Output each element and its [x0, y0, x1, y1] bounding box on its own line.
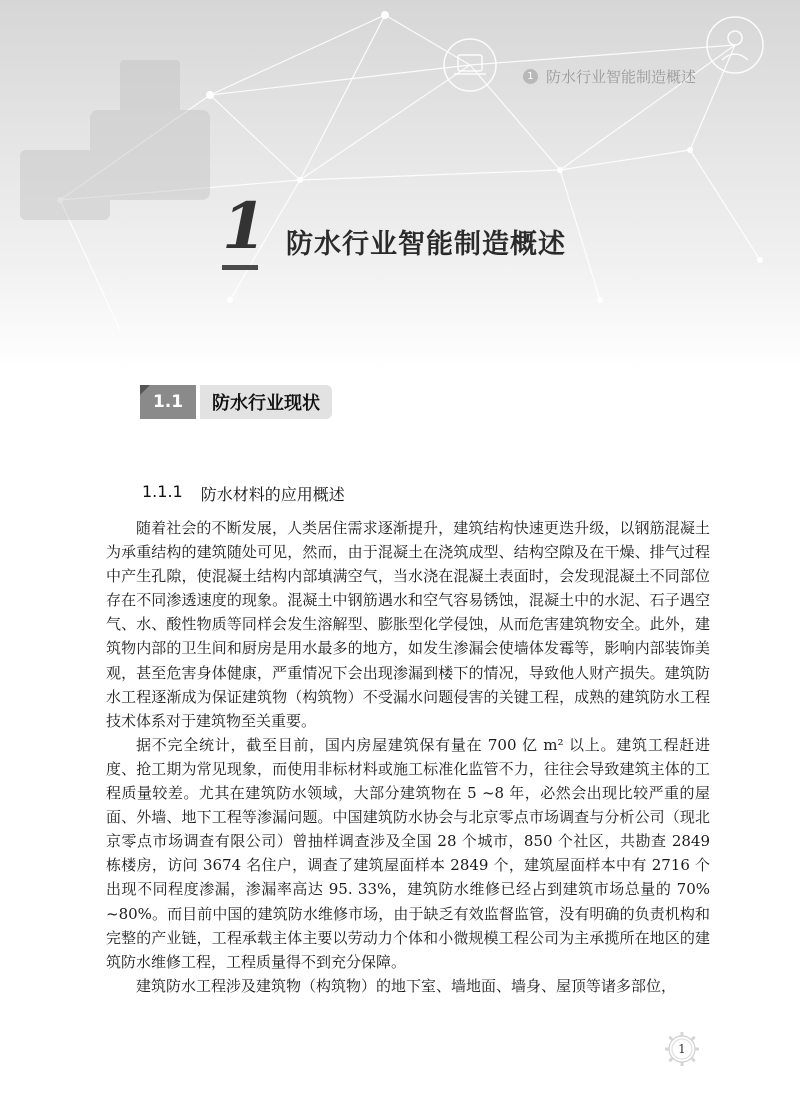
network-background-graphic — [0, 0, 800, 370]
chapter-number-underline — [222, 265, 258, 270]
page-number-badge — [664, 1031, 700, 1067]
paragraph: 随着社会的不断发展，人类居住需求逐渐提升，建筑结构快速更迭升级，以钢筋混凝土为承重结构的建筑随处可见，然而，由于混凝土在浇筑成型、结构空隙及在干燥、排气过程中产生孔隙，使混凝土结构内部填满空气，当水浇在混凝土表面时，会发现混凝土不同部位存在不同渗透速度的现象。混凝土中钢筋遇水和空气容易锈蚀，混凝土中的水泥、石子遇空气、水、酸性物质等同样会发生溶解型、膨胀型化学侵蚀，从而危害建筑物安全。此外，建筑物内部的卫生间和厨房是用水最多的地方，如发生渗漏会使墙体发霉等，影响内部装饰美观，甚至危害身体健康，严重情况下会出现渗漏到楼下的情况，导致他人财产损失。建筑防水工程逐渐成为保证建筑物（构筑物）不受漏水问题侵害的关键工程，成熟的建筑防水工程技术体系对于建筑物至关重要。 — [106, 519, 710, 730]
chapter-header-banner — [0, 0, 800, 370]
body-text — [106, 516, 710, 998]
subsection-title: 防水材料的应用概述 — [200, 485, 345, 504]
subsection-number: 1.1.1 — [142, 482, 183, 501]
section-title: 防水行业现状 — [200, 385, 332, 419]
running-header — [523, 66, 696, 87]
running-header-chapter-number: 1 — [523, 69, 538, 84]
paragraph: 建筑防水工程涉及建筑物（构筑物）的地下室、墙地面、墙身、屋顶等诸多部位， — [136, 976, 677, 995]
page-number: 1 — [678, 1042, 686, 1056]
subsection-heading — [142, 482, 345, 505]
section-number-corner — [140, 385, 150, 395]
paragraph: 据不完全统计，截至目前，国内房屋建筑保有量在 700 亿 m² 以上。建筑工程赶进度、抢工期为常见现象，而使用非标材料或施工标准化监管不力，往往会导致建筑主体的工程质量较差。尤其在建筑防水领域，大部分建筑物在 5 ~8 年，必然会出现比较严重的屋面、外墙、地下工程等渗漏问题。中国建筑防水协会与北京零点市场调查与分析公司（现北京零点市场调查有限公司）曾抽样调查涉及全国 28 个城市，850 个社区，共勘查 2849 栋楼房，访问 3674 名住户，调查了建筑屋面样本 2849 个，建筑屋面样本中有 2716 个出现不同程度渗漏，渗漏率高达 95. 33%，建筑防水维修已经占到建筑市场总量的 70% ~80%。而目前中国的建筑防水维修市场，由于缺乏有效监督监管，没有明确的负责机构和完整的产业链，工程承载主体主要以劳动力个体和小微规模工程公司为主承揽所在地区的建筑防水维修工程，工程质量得不到充分保障。 — [106, 735, 710, 971]
chapter-title: 防水行业智能制造概述 — [286, 229, 566, 260]
chapter-number: 1 — [222, 189, 267, 264]
section-heading — [140, 385, 332, 419]
section-number: 1.1 — [152, 392, 184, 412]
running-header-title: 防水行业智能制造概述 — [545, 68, 696, 86]
section-number-box — [140, 385, 196, 419]
